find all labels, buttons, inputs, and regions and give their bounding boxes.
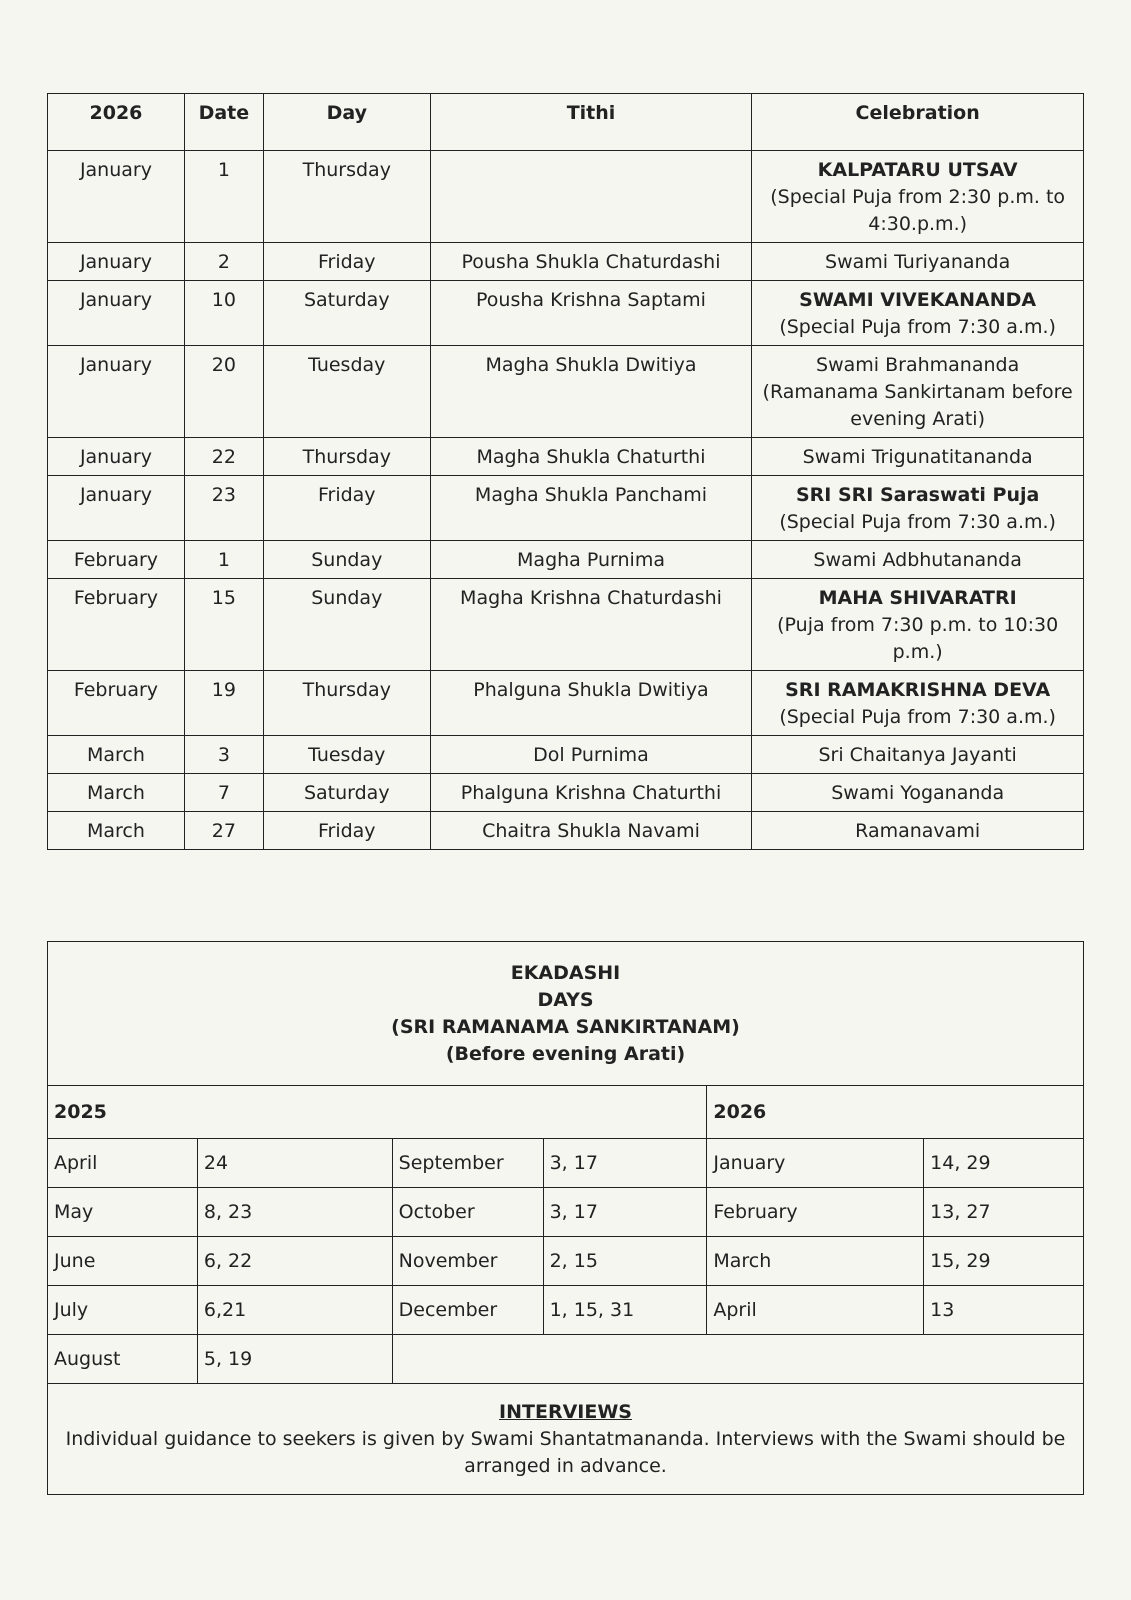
interviews-title: INTERVIEWS [499, 1400, 632, 1423]
header-celebration: Celebration [752, 94, 1084, 151]
day-cell: Sunday [263, 579, 430, 671]
ekadashi-dates: 5, 19 [197, 1335, 392, 1384]
ekadashi-month: November [392, 1237, 543, 1286]
celebration-cell [752, 346, 1084, 438]
ekadashi-dates: 13 [924, 1286, 1084, 1335]
empty-cell [392, 1335, 1083, 1384]
month-cell: February [48, 541, 185, 579]
date-cell: 10 [184, 281, 263, 346]
celebration-detail: Sri Chaitanya Jayanti [818, 744, 1017, 766]
day-cell: Saturday [263, 774, 430, 812]
celebration-cell [752, 281, 1084, 346]
schedule-row [48, 812, 1084, 850]
schedule-row [48, 671, 1084, 736]
month-cell: January [48, 243, 185, 281]
ekadashi-month: June [48, 1237, 198, 1286]
celebration-detail: Swami Brahmananda (Ramanama Sankirtanam before evening Arati) [762, 354, 1073, 430]
celebration-cell [752, 541, 1084, 579]
tithi-cell: Magha Krishna Chaturdashi [430, 579, 752, 671]
celebration-title: KALPATARU UTSAV [817, 159, 1018, 181]
celebration-detail: Swami Yogananda [831, 782, 1005, 804]
tithi-cell: Chaitra Shukla Navami [430, 812, 752, 850]
celebration-detail: Swami Turiyananda [825, 251, 1011, 273]
day-cell: Thursday [263, 151, 430, 243]
date-cell: 1 [184, 541, 263, 579]
ekadashi-heading-line: EKADASHI [510, 961, 621, 984]
ekadashi-month: May [48, 1188, 198, 1237]
tithi-cell: Magha Shukla Dwitiya [430, 346, 752, 438]
celebration-detail: Ramanavami [855, 820, 981, 842]
ekadashi-heading-line: (Before evening Arati) [445, 1042, 686, 1065]
tithi-cell [430, 151, 752, 243]
ekadashi-dates: 6,21 [197, 1286, 392, 1335]
ekadashi-month: February [707, 1188, 924, 1237]
interviews-section [48, 1384, 1084, 1495]
schedule-header-row [48, 94, 1084, 151]
celebration-detail: Swami Trigunatitananda [802, 446, 1033, 468]
schedule-row [48, 774, 1084, 812]
header-date: Date [184, 94, 263, 151]
date-cell: 3 [184, 736, 263, 774]
date-cell: 27 [184, 812, 263, 850]
month-cell: February [48, 671, 185, 736]
month-cell: February [48, 579, 185, 671]
month-cell: January [48, 281, 185, 346]
month-cell: March [48, 736, 185, 774]
tithi-cell: Phalguna Krishna Chaturthi [430, 774, 752, 812]
tithi-cell: Phalguna Shukla Dwitiya [430, 671, 752, 736]
ekadashi-dates: 13, 27 [924, 1188, 1084, 1237]
tithi-cell: Magha Shukla Panchami [430, 476, 752, 541]
ekadashi-dates: 14, 29 [924, 1139, 1084, 1188]
month-cell: March [48, 812, 185, 850]
schedule-row [48, 476, 1084, 541]
month-cell: January [48, 476, 185, 541]
ekadashi-heading-line: DAYS [537, 988, 594, 1011]
date-cell: 19 [184, 671, 263, 736]
ekadashi-heading-line: (SRI RAMANAMA SANKIRTANAM) [391, 1015, 740, 1038]
celebration-cell [752, 438, 1084, 476]
ekadashi-dates: 24 [197, 1139, 392, 1188]
celebration-cell [752, 243, 1084, 281]
ekadashi-month: April [707, 1286, 924, 1335]
celebration-cell [752, 774, 1084, 812]
ekadashi-month: July [48, 1286, 198, 1335]
schedule-row [48, 438, 1084, 476]
tithi-cell: Pousha Shukla Chaturdashi [430, 243, 752, 281]
date-cell: 20 [184, 346, 263, 438]
day-cell: Thursday [263, 671, 430, 736]
ekadashi-dates: 15, 29 [924, 1237, 1084, 1286]
date-cell: 23 [184, 476, 263, 541]
ekadashi-row [48, 1139, 1084, 1188]
celebration-detail: (Special Puja from 7:30 a.m.) [779, 511, 1056, 533]
celebration-schedule-table [47, 93, 1084, 850]
month-cell: March [48, 774, 185, 812]
celebration-title: SWAMI VIVEKANANDA [799, 289, 1037, 311]
celebration-cell [752, 736, 1084, 774]
schedule-row [48, 541, 1084, 579]
celebration-detail: Swami Adbhutananda [813, 549, 1022, 571]
celebration-cell [752, 151, 1084, 243]
day-cell: Tuesday [263, 736, 430, 774]
tithi-cell: Magha Shukla Chaturthi [430, 438, 752, 476]
tithi-cell: Magha Purnima [430, 541, 752, 579]
schedule-row [48, 579, 1084, 671]
date-cell: 7 [184, 774, 263, 812]
date-cell: 2 [184, 243, 263, 281]
ekadashi-dates: 1, 15, 31 [543, 1286, 707, 1335]
celebration-title: SRI RAMAKRISHNA DEVA [785, 679, 1051, 701]
ekadashi-dates: 3, 17 [543, 1139, 707, 1188]
ekadashi-month: December [392, 1286, 543, 1335]
year-2026-label: 2026 [707, 1086, 1084, 1139]
date-cell: 1 [184, 151, 263, 243]
date-cell: 15 [184, 579, 263, 671]
ekadashi-dates: 3, 17 [543, 1188, 707, 1237]
schedule-row [48, 151, 1084, 243]
celebration-cell [752, 671, 1084, 736]
ekadashi-month: April [48, 1139, 198, 1188]
ekadashi-month: October [392, 1188, 543, 1237]
day-cell: Tuesday [263, 346, 430, 438]
ekadashi-month: January [707, 1139, 924, 1188]
year-2025-label: 2025 [48, 1086, 707, 1139]
header-day: Day [263, 94, 430, 151]
month-cell: January [48, 151, 185, 243]
celebration-detail: (Puja from 7:30 p.m. to 10:30 p.m.) [777, 614, 1059, 663]
ekadashi-dates: 8, 23 [197, 1188, 392, 1237]
ekadashi-dates: 2, 15 [543, 1237, 707, 1286]
celebration-cell [752, 476, 1084, 541]
celebration-detail: (Special Puja from 7:30 a.m.) [779, 316, 1056, 338]
day-cell: Sunday [263, 541, 430, 579]
schedule-row [48, 281, 1084, 346]
celebration-detail: (Special Puja from 2:30 p.m. to 4:30.p.m.) [770, 186, 1066, 235]
interviews-text: Individual guidance to seekers is given by Swami Shantatmananda. Interviews with the Swami should be arranged in advance. [65, 1427, 1066, 1477]
ekadashi-row [48, 1335, 1084, 1384]
header-year: 2026 [48, 94, 185, 151]
celebration-title: MAHA SHIVARATRI [818, 587, 1017, 609]
ekadashi-month: March [707, 1237, 924, 1286]
month-cell: January [48, 438, 185, 476]
ekadashi-heading [48, 942, 1084, 1086]
day-cell: Friday [263, 812, 430, 850]
celebration-title: SRI SRI Saraswati Puja [795, 484, 1040, 506]
schedule-row [48, 243, 1084, 281]
schedule-row [48, 736, 1084, 774]
schedule-row [48, 346, 1084, 438]
ekadashi-row [48, 1237, 1084, 1286]
day-cell: Thursday [263, 438, 430, 476]
ekadashi-days-table [47, 941, 1084, 1495]
ekadashi-month: September [392, 1139, 543, 1188]
date-cell: 22 [184, 438, 263, 476]
day-cell: Saturday [263, 281, 430, 346]
day-cell: Friday [263, 243, 430, 281]
header-tithi: Tithi [430, 94, 752, 151]
tithi-cell: Pousha Krishna Saptami [430, 281, 752, 346]
day-cell: Friday [263, 476, 430, 541]
celebration-cell [752, 812, 1084, 850]
ekadashi-row [48, 1188, 1084, 1237]
ekadashi-month: August [48, 1335, 198, 1384]
celebration-detail: (Special Puja from 7:30 a.m.) [779, 706, 1056, 728]
ekadashi-dates: 6, 22 [197, 1237, 392, 1286]
celebration-cell [752, 579, 1084, 671]
tithi-cell: Dol Purnima [430, 736, 752, 774]
month-cell: January [48, 346, 185, 438]
ekadashi-row [48, 1286, 1084, 1335]
